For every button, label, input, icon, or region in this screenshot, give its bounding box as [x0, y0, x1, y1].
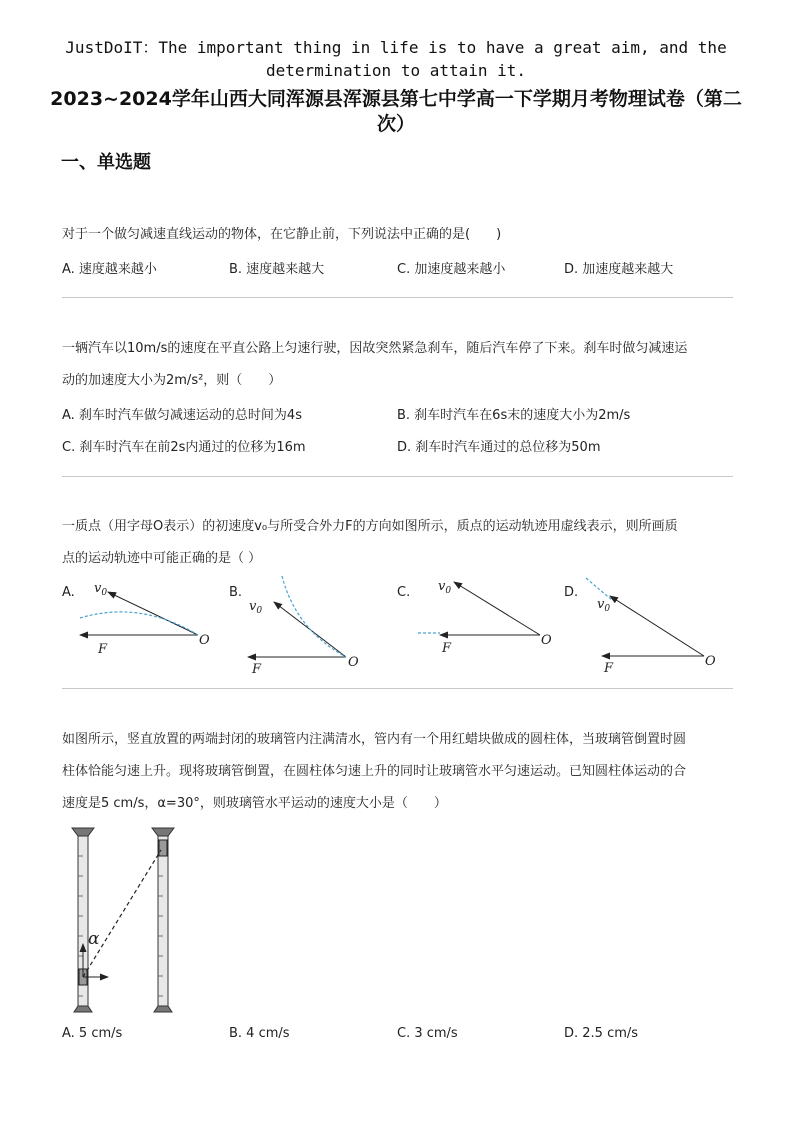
right-tube [152, 828, 174, 1012]
q3-figure-d [586, 578, 716, 676]
motto: JustDoIT：The important thing in life is to have a great aim, and the determination to attain it. [65, 38, 727, 80]
q4-option-b[interactable]: B. 4 cm/s [229, 1026, 290, 1041]
q4-stem-line2: 柱体恰能匀速上升。现将玻璃管倒置，在圆柱体匀速上升的同时让玻璃管水平匀速运动。已知圆柱体运动的合 [62, 764, 687, 779]
q4-option-d[interactable]: D. 2.5 cm/s [564, 1026, 639, 1041]
q3-option-c[interactable]: C. [397, 585, 411, 600]
q3-figure-a [80, 581, 210, 657]
origin-label: O [348, 655, 359, 670]
q2-option-a[interactable]: A. 刹车时汽车做匀减速运动的总时间为4s [62, 408, 302, 423]
q1-stem: 对于一个做匀减速直线运动的物体，在它静止前，下列说法中正确的是( ) [62, 227, 502, 242]
alpha-label: α [88, 929, 100, 949]
force-label: F [252, 662, 262, 677]
q3-stem-line1: 一质点（用字母O表示）的初速度v₀与所受合外力F的方向如图所示，质点的运动轨迹用虚线表示，则所画质 [62, 519, 678, 534]
force-label: F [604, 661, 614, 676]
q2-option-b[interactable]: B. 刹车时汽车在6s末的速度大小为2m/s [397, 408, 631, 423]
v0-label: $v_0$ [597, 597, 611, 614]
left-tube [72, 828, 94, 1012]
resultant-path [83, 850, 161, 977]
q4-stem-line1: 如图所示，竖直放置的两端封闭的玻璃管内注满清水，管内有一个用红蜡块做成的圆柱体，当玻璃管倒置时圆 [62, 732, 687, 747]
q3-figure-c [418, 579, 552, 656]
q3-figures [0, 570, 792, 680]
wax-block [159, 840, 167, 856]
q3-option-a[interactable]: A. [62, 585, 75, 600]
section-title: 一、单选题 [61, 152, 151, 173]
v0-label: $v_0$ [249, 599, 263, 616]
divider [62, 688, 733, 689]
origin-label: O [541, 633, 552, 648]
force-label: F [98, 642, 108, 657]
trajectory-curve [80, 612, 198, 635]
q1-option-d[interactable]: D. 加速度越来越大 [564, 262, 674, 277]
q2-option-d[interactable]: D. 刹车时汽车通过的总位移为50m [397, 440, 601, 455]
q4-stem-line3: 速度是5 cm/s，α=30°，则玻璃管水平运动的速度大小是（ ） [62, 796, 447, 811]
page-title: 2023~2024学年山西大同浑源县浑源县第七中学高一下学期月考物理试卷（第二次） [50, 88, 742, 135]
q2-stem-line1: 一辆汽车以10m/s的速度在平直公路上匀速行驶，因故突然紧急刹车，随后汽车停了下来。刹车时做匀减速运 [62, 341, 688, 356]
q1-option-b[interactable]: B. 速度越来越大 [229, 262, 325, 277]
q2-stem-line2: 动的加速度大小为2m/s²，则（ ） [62, 373, 282, 388]
divider [62, 476, 733, 477]
divider [62, 297, 733, 298]
q1-option-c[interactable]: C. 加速度越来越小 [397, 262, 506, 277]
q3-option-d[interactable]: D. [564, 585, 579, 600]
q3-figure-b [248, 576, 359, 677]
q4-option-c[interactable]: C. 3 cm/s [397, 1026, 458, 1041]
v0-label: $v_0$ [438, 579, 452, 596]
q2-option-c[interactable]: C. 刹车时汽车在前2s内通过的位移为16m [62, 440, 306, 455]
origin-label: O [199, 633, 210, 648]
q3-stem-line2: 点的运动轨迹中可能正确的是（ ） [62, 551, 262, 566]
q4-option-a[interactable]: A. 5 cm/s [62, 1026, 123, 1041]
trajectory-curve [282, 576, 346, 657]
force-label: F [442, 641, 452, 656]
q1-option-a[interactable]: A. 速度越来越小 [62, 262, 157, 277]
v0-label: $v_0$ [94, 581, 108, 598]
origin-label: O [705, 654, 716, 669]
q3-option-b[interactable]: B. [229, 585, 243, 600]
q4-glass-tube-figure [60, 826, 190, 1016]
